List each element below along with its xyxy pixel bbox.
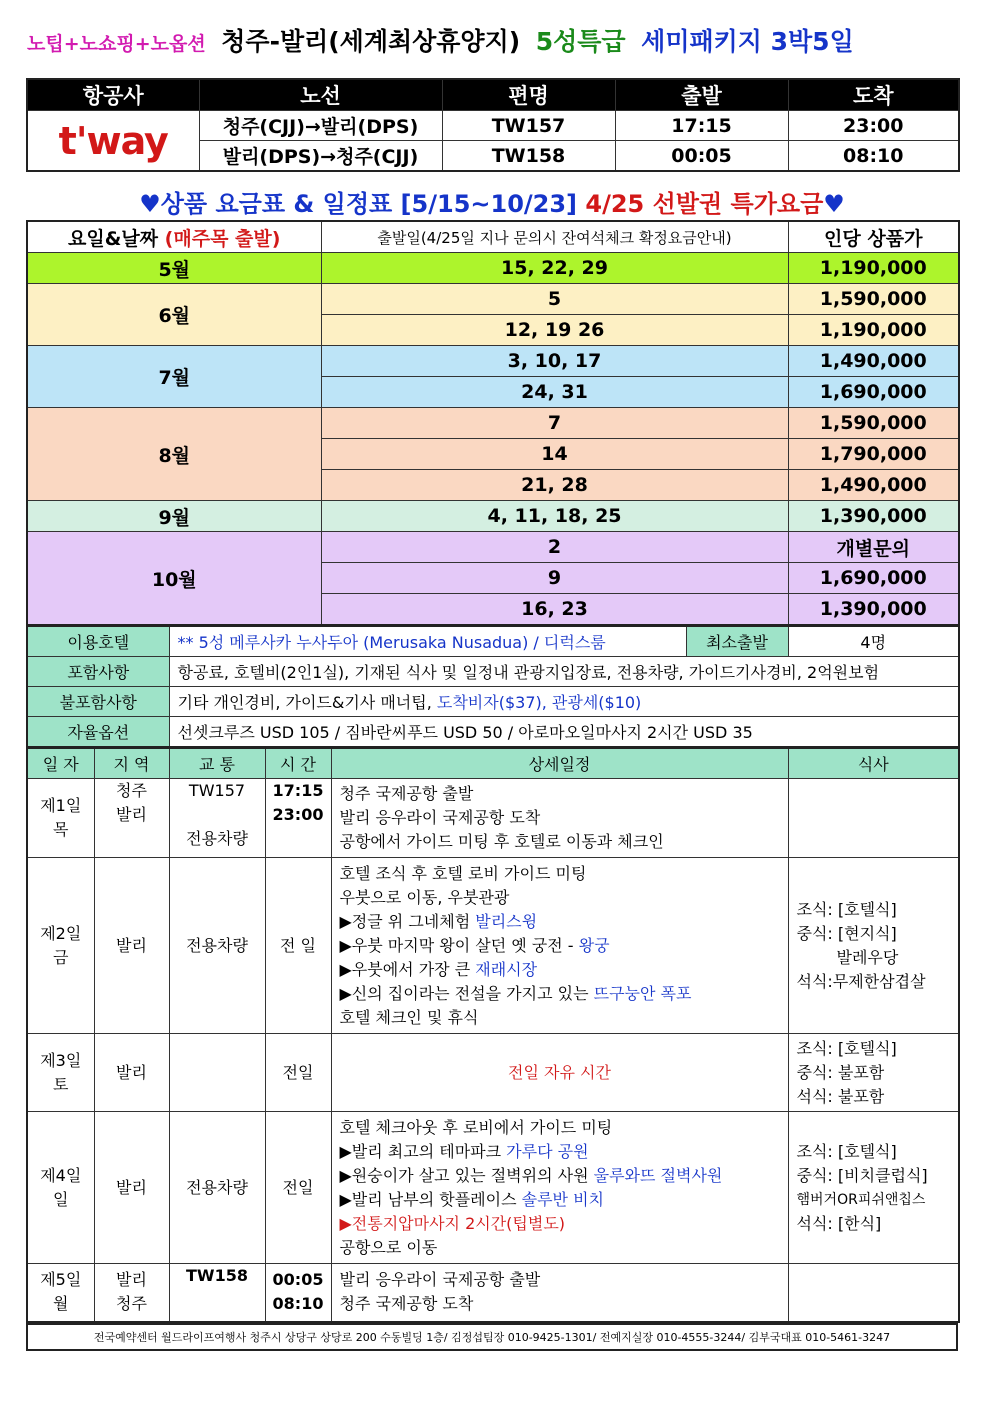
day-cell: 제1일 목 [27, 779, 94, 858]
info-row-hotel [27, 626, 959, 657]
header-detail: 상세일정 [331, 748, 788, 779]
meal-cell [788, 1264, 959, 1322]
dates-cell: 24, 31 [321, 377, 788, 408]
arrive-cell: 23:00 [788, 111, 959, 141]
header-region: 지 역 [94, 748, 169, 779]
dates-cell: 14 [321, 439, 788, 470]
info-row-excluded [27, 687, 959, 717]
dates-cell: 21, 28 [321, 470, 788, 501]
price-cell: 1,790,000 [788, 439, 959, 470]
title-package: 세미패키지 3박5일 [641, 27, 854, 56]
schedule-row-day1 [27, 779, 959, 858]
header-arrive: 도착 [788, 79, 959, 111]
min-departure-value: 4명 [788, 626, 959, 657]
detail-cell: 청주 국제공항 출발 발리 응우라이 국제공항 도착 공항에서 가이드 미팅 후 호텔로 이동과 체크인 [331, 779, 788, 858]
time-cell: 전 일 [265, 858, 331, 1034]
title-no-tip: 노팁+노쇼핑+노옵션 [27, 33, 206, 55]
price-cell: 1,590,000 [788, 408, 959, 439]
meal-cell: 조식: [호텔식] 중식: [현지식] 발레우당 석식:무제한삼겹살 [788, 858, 959, 1034]
region-cell: 발리 [94, 858, 169, 1034]
flight-table [26, 78, 960, 172]
min-departure-label: 최소출발 [686, 626, 788, 657]
dates-cell: 2 [321, 532, 788, 563]
meal-cell: 조식: [호텔식] 중식: 불포함 석식: 불포함 [788, 1034, 959, 1112]
header-transport: 교 통 [169, 748, 265, 779]
price-header-row [27, 221, 959, 253]
info-row-included [27, 657, 959, 687]
footer-contact: 전국예약센터 월드라이프여행사 청주시 상당구 상당로 200 수동빌딩 1층/ 김정섭팀장 010-9425-1301/ 전예지실장 010-4555-3244/ 김부국대표 010-5461-3247 [26, 1323, 958, 1351]
hotel-label: 이용호텔 [27, 626, 169, 657]
heart-icon: ♥ [823, 190, 845, 218]
dates-cell: 4, 11, 18, 25 [321, 501, 788, 532]
day-cell: 제3일 토 [27, 1034, 94, 1112]
airline-logo: t'way [27, 111, 199, 172]
day-cell: 제2일 금 [27, 858, 94, 1034]
transport-cell: TW157 전용차량 [169, 779, 265, 858]
dates-cell: 7 [321, 408, 788, 439]
region-cell: 청주 발리 [94, 779, 169, 858]
header-flight-no: 편명 [442, 79, 615, 111]
included-value: 항공료, 호텔비(2인1실), 기재된 식사 및 일정내 관광지입장료, 전용차량, 가이드기사경비, 2억원보험 [169, 657, 959, 687]
route-cell: 청주(CJJ)→발리(DPS) [199, 111, 442, 141]
route-cell: 발리(DPS)→청주(CJJ) [199, 141, 442, 172]
price-cell: 1,690,000 [788, 377, 959, 408]
transport-cell: TW158 [169, 1264, 265, 1322]
price-row [27, 501, 959, 532]
price-header-departure: 출발일(4/25일 지나 문의시 잔여석체크 확정요금안내) [321, 221, 788, 253]
month-cell: 9월 [27, 501, 321, 532]
flight-header-row [27, 79, 959, 111]
time-cell: 전일 [265, 1112, 331, 1264]
price-header-date: 요일&날짜 (매주목 출발) [27, 221, 321, 253]
hotel-value: ** 5성 메루사카 누사두아 (Merusaka Nusadua) / 디럭스룸 [169, 626, 686, 657]
header-time: 시 간 [265, 748, 331, 779]
flight-no-cell: TW157 [442, 111, 615, 141]
price-cell: 1,190,000 [788, 315, 959, 346]
flight-row [27, 111, 959, 141]
info-row-options [27, 717, 959, 748]
schedule-row-day2 [27, 858, 959, 1034]
header-depart: 출발 [615, 79, 788, 111]
price-cell: 1,590,000 [788, 284, 959, 315]
schedule-header-row [27, 748, 959, 779]
depart-cell: 00:05 [615, 141, 788, 172]
day-cell: 제5일 월 [27, 1264, 94, 1322]
dates-cell: 12, 19 26 [321, 315, 788, 346]
price-cell: 개별문의 [788, 532, 959, 563]
schedule-row-day5 [27, 1264, 959, 1322]
price-cell: 1,490,000 [788, 470, 959, 501]
detail-cell: 발리 응우라이 국제공항 출발 청주 국제공항 도착 [331, 1264, 788, 1322]
time-cell: 00:05 08:10 [265, 1264, 331, 1322]
region-cell: 발리 [94, 1034, 169, 1112]
detail-cell: 호텔 조식 후 호텔 로비 가이드 미팅 우붓으로 이동, 우붓관광 ▶정글 위 그네체험 발리스윙 ▶우붓 마지막 왕이 살던 옛 궁전 - 왕궁 ▶우붓에서 가장 큰 재래시장 ▶신의 집이라는 전설을 가지고 있는 뜨구눙안 폭포 호텔 체크인 및 휴식 [331, 858, 788, 1034]
transport-cell: 전용차량 [169, 1112, 265, 1264]
price-cell: 1,490,000 [788, 346, 959, 377]
schedule-row-day3 [27, 1034, 959, 1112]
dates-cell: 15, 22, 29 [321, 253, 788, 284]
price-header-price: 인당 상품가 [788, 221, 959, 253]
dates-cell: 3, 10, 17 [321, 346, 788, 377]
time-cell: 전일 [265, 1034, 331, 1112]
page-title [27, 22, 957, 64]
section-title-main: 상품 요금표 & 일정표 [5/15~10/23] [160, 190, 578, 218]
month-cell: 10월 [27, 532, 321, 626]
header-route: 노선 [199, 79, 442, 111]
meal-cell: 조식: [호텔식] 중식: [비치클럽식] 햄버거OR피쉬앤칩스 석식: [한식] [788, 1112, 959, 1264]
schedule-row-day4 [27, 1112, 959, 1264]
header-airline: 항공사 [27, 79, 199, 111]
options-value: 선셋크루즈 USD 105 / 짐바란씨푸드 USD 50 / 아로마오일마사지 2시간 USD 35 [169, 717, 959, 748]
price-row [27, 408, 959, 439]
header-day: 일 자 [27, 748, 94, 779]
heart-icon: ♥ [139, 190, 161, 218]
price-row [27, 346, 959, 377]
schedule-table [26, 747, 960, 1323]
title-route: 청주-발리(세계최상휴양지) [221, 27, 521, 56]
excluded-label: 불포함사항 [27, 687, 169, 717]
dates-cell: 9 [321, 563, 788, 594]
price-row [27, 253, 959, 284]
region-cell: 발리 청주 [94, 1264, 169, 1322]
price-cell: 1,390,000 [788, 501, 959, 532]
time-cell: 17:15 23:00 [265, 779, 331, 858]
region-cell: 발리 [94, 1112, 169, 1264]
price-row [27, 284, 959, 315]
price-cell: 1,190,000 [788, 253, 959, 284]
month-cell: 7월 [27, 346, 321, 408]
meal-cell [788, 779, 959, 858]
price-table [26, 220, 960, 626]
excluded-value: 기타 개인경비, 가이드&기사 매너팁, 도착비자($37), 관광세($10) [169, 687, 959, 717]
dates-cell: 5 [321, 284, 788, 315]
section-title [26, 184, 958, 219]
month-cell: 8월 [27, 408, 321, 501]
price-cell: 1,690,000 [788, 563, 959, 594]
dates-cell: 16, 23 [321, 594, 788, 626]
depart-cell: 17:15 [615, 111, 788, 141]
detail-cell: 전일 자유 시간 [331, 1034, 788, 1112]
header-meal: 식사 [788, 748, 959, 779]
day-cell: 제4일 일 [27, 1112, 94, 1264]
options-label: 자율옵션 [27, 717, 169, 748]
month-cell: 5월 [27, 253, 321, 284]
arrive-cell: 08:10 [788, 141, 959, 172]
flight-no-cell: TW158 [442, 141, 615, 172]
transport-cell: 전용차량 [169, 858, 265, 1034]
price-cell: 1,390,000 [788, 594, 959, 626]
price-row [27, 532, 959, 563]
month-cell: 6월 [27, 284, 321, 346]
info-table [26, 625, 960, 748]
detail-cell: 호텔 체크아웃 후 로비에서 가이드 미팅 ▶발리 최고의 테마파크 가루다 공원 ▶원숭이가 살고 있는 절벽위의 사원 울루와뜨 절벽사원 ▶발리 남부의 핫플레이스 솔루반 비치 ▶전통지압마사지 2시간(팁별도) 공항으로 이동 [331, 1112, 788, 1264]
section-title-special: 4/25 선발권 특가요금 [585, 190, 824, 218]
included-label: 포함사항 [27, 657, 169, 687]
title-grade: 5성특급 [535, 27, 626, 56]
transport-cell [169, 1034, 265, 1112]
